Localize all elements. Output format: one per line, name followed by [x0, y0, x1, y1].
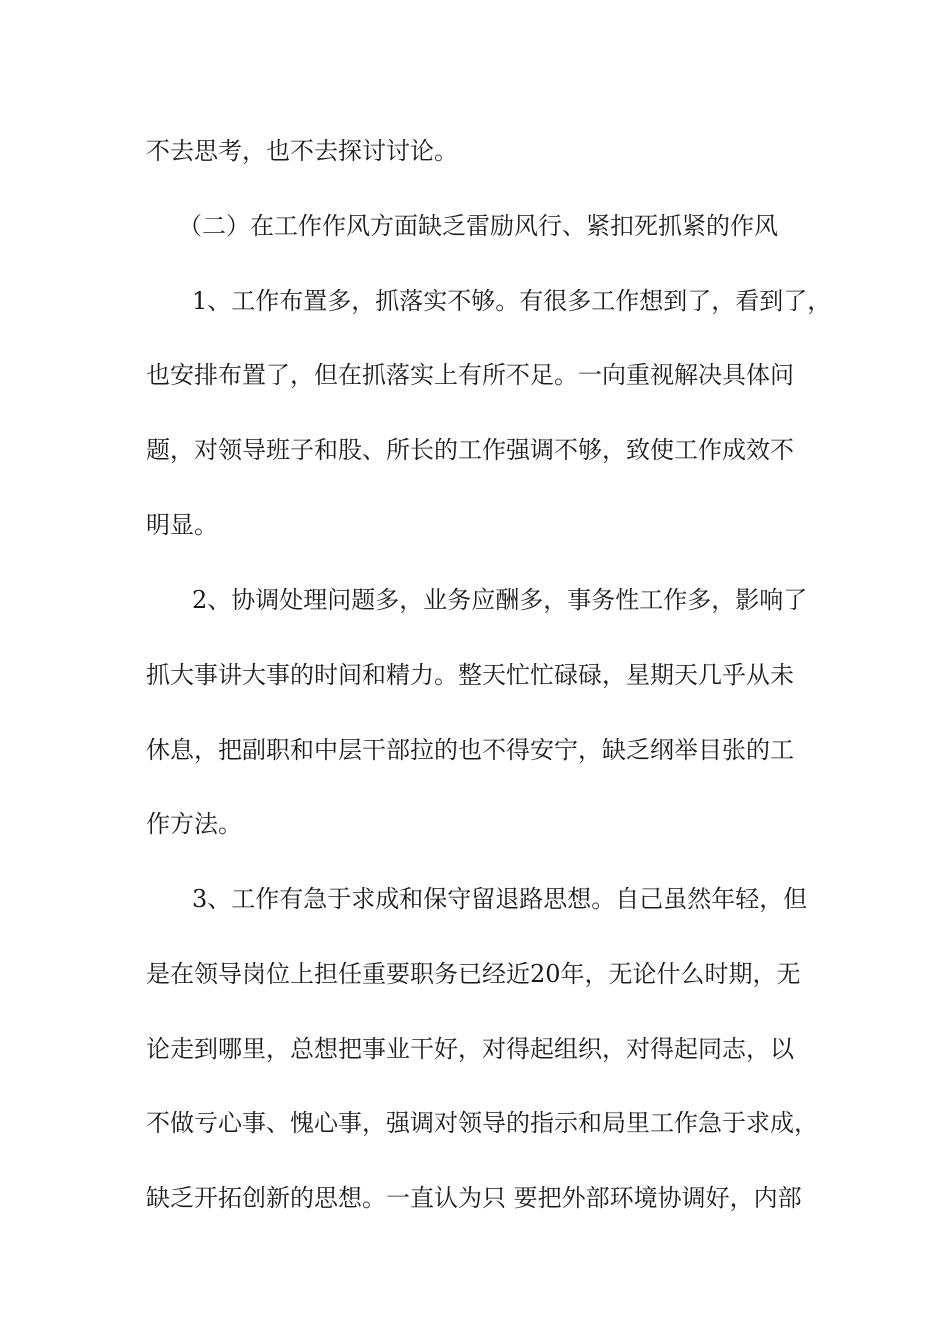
text-line: 1、工作布置多，抓落实不够。有很多工作想到了，看到了， — [192, 287, 832, 315]
text-line: 也安排布置了，但在抓落实上有所不足。一向重视解决具体问 — [146, 361, 794, 389]
text-line: 作方法。 — [146, 810, 242, 838]
text-line: 题，对领导班子和股、所长的工作强调不够，致使工作成效不 — [146, 436, 794, 464]
text-line: 2、协调处理问题多，业务应酬多，事务性工作多，影响了 — [192, 586, 808, 614]
text-line: 3、工作有急于求成和保守留退路思想。自己虽然年轻，但 — [192, 885, 808, 913]
text-line: 抓大事讲大事的时间和精力。整天忙忙碌碌，星期天几乎从未 — [146, 661, 794, 689]
text-line: 不去思考，也不去探讨讨论。 — [146, 137, 458, 165]
text-line: 休息，把副职和中层干部拉的也不得安宁，缺乏纲举目张的工 — [146, 736, 794, 764]
section-heading: （二）在工作作风方面缺乏雷励风行、紧扣死抓紧的作风 — [178, 212, 778, 240]
text-line: 论走到哪里，总想把事业干好，对得起组织，对得起同志，以 — [146, 1035, 794, 1063]
text-line: 是在领导岗位上担任重要职务已经近20年，无论什么时期，无 — [146, 960, 801, 988]
text-line: 明显。 — [146, 511, 218, 539]
text-line: 缺乏开拓创新的思想。一直认为只 要把外部环境协调好，内部 — [146, 1184, 802, 1212]
text-line: 不做亏心事、愧心事，强调对领导的指示和局里工作急于求成， — [146, 1109, 818, 1137]
